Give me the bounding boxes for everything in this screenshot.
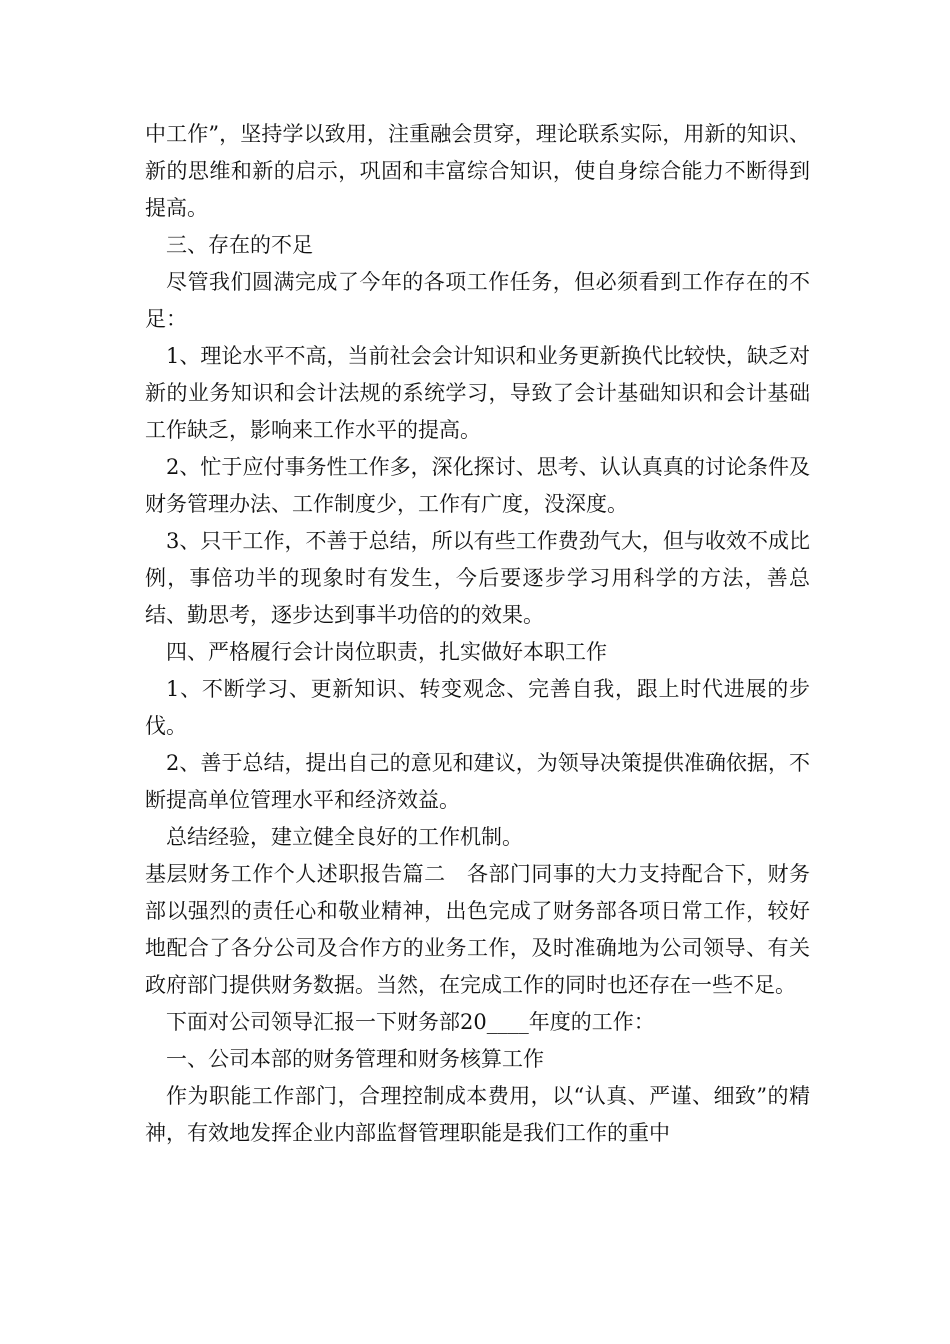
section-heading-finance-management: 一、公司本部的财务管理和财务核算工作 <box>166 1047 544 1071</box>
list-item-duty-2: 2、善于总结，提出自己的意见和建议，为领导决策提供准确依据，不断提高单位管理水平和经济效益。 <box>145 751 810 812</box>
list-item-shortcoming-2: 2、忙于应付事务性工作多，深化探讨、思考、认认真真的讨论条件及财务管理办法、工作制度少，工作有广度，没深度。 <box>145 455 810 516</box>
paragraph-report-intro: 下面对公司领导汇报一下财务部20____年度的工作： <box>166 1010 655 1034</box>
section-heading-duties: 四、严格履行会计岗位职责，扎实做好本职工作 <box>166 640 607 664</box>
paragraph-finance-management: 作为职能工作部门，合理控制成本费用，以“认真、严谨、细致”的精神，有效地发挥企业内部监督管理职能是我们工作的重中 <box>145 1084 810 1145</box>
document-body <box>145 116 810 1152</box>
paragraph-summary: 总结经验，建立健全良好的工作机制。 <box>166 825 523 849</box>
list-item-shortcoming-3: 3、只干工作，不善于总结，所以有些工作费劲气大，但与收效不成比例，事倍功半的现象时有发生，今后要逐步学习用科学的方法，善总结、勤思考，逐步达到事半功倍的的效果。 <box>145 529 810 627</box>
paragraph-shortcomings-intro: 尽管我们圆满完成了今年的各项工作任务，但必须看到工作存在的不足： <box>145 270 810 331</box>
list-item-shortcoming-1: 1、理论水平不高，当前社会会计知识和业务更新换代比较快，缺乏对新的业务知识和会计法规的系统学习，导致了会计基础知识和会计基础工作缺乏，影响来工作水平的提高。 <box>145 344 810 442</box>
paragraph-continuation: 中工作”，坚持学以致用，注重融会贯穿，理论联系实际，用新的知识、新的思维和新的启示，巩固和丰富综合知识，使自身综合能力不断得到提高。 <box>145 122 810 220</box>
paragraph-report-part-two: 基层财务工作个人述职报告篇二 各部门同事的大力支持配合下，财务部以强烈的责任心和敬业精神，出色完成了财务部各项日常工作，较好地配合了各分公司及合作方的业务工作，及时准确地为公司领导、有关政府部门提供财务数据。当然，在完成工作的同时也还存在一些不足。 <box>145 862 810 997</box>
list-item-duty-1: 1、不断学习、更新知识、转变观念、完善自我，跟上时代进展的步伐。 <box>145 677 810 738</box>
section-heading-shortcomings: 三、存在的不足 <box>166 233 313 257</box>
